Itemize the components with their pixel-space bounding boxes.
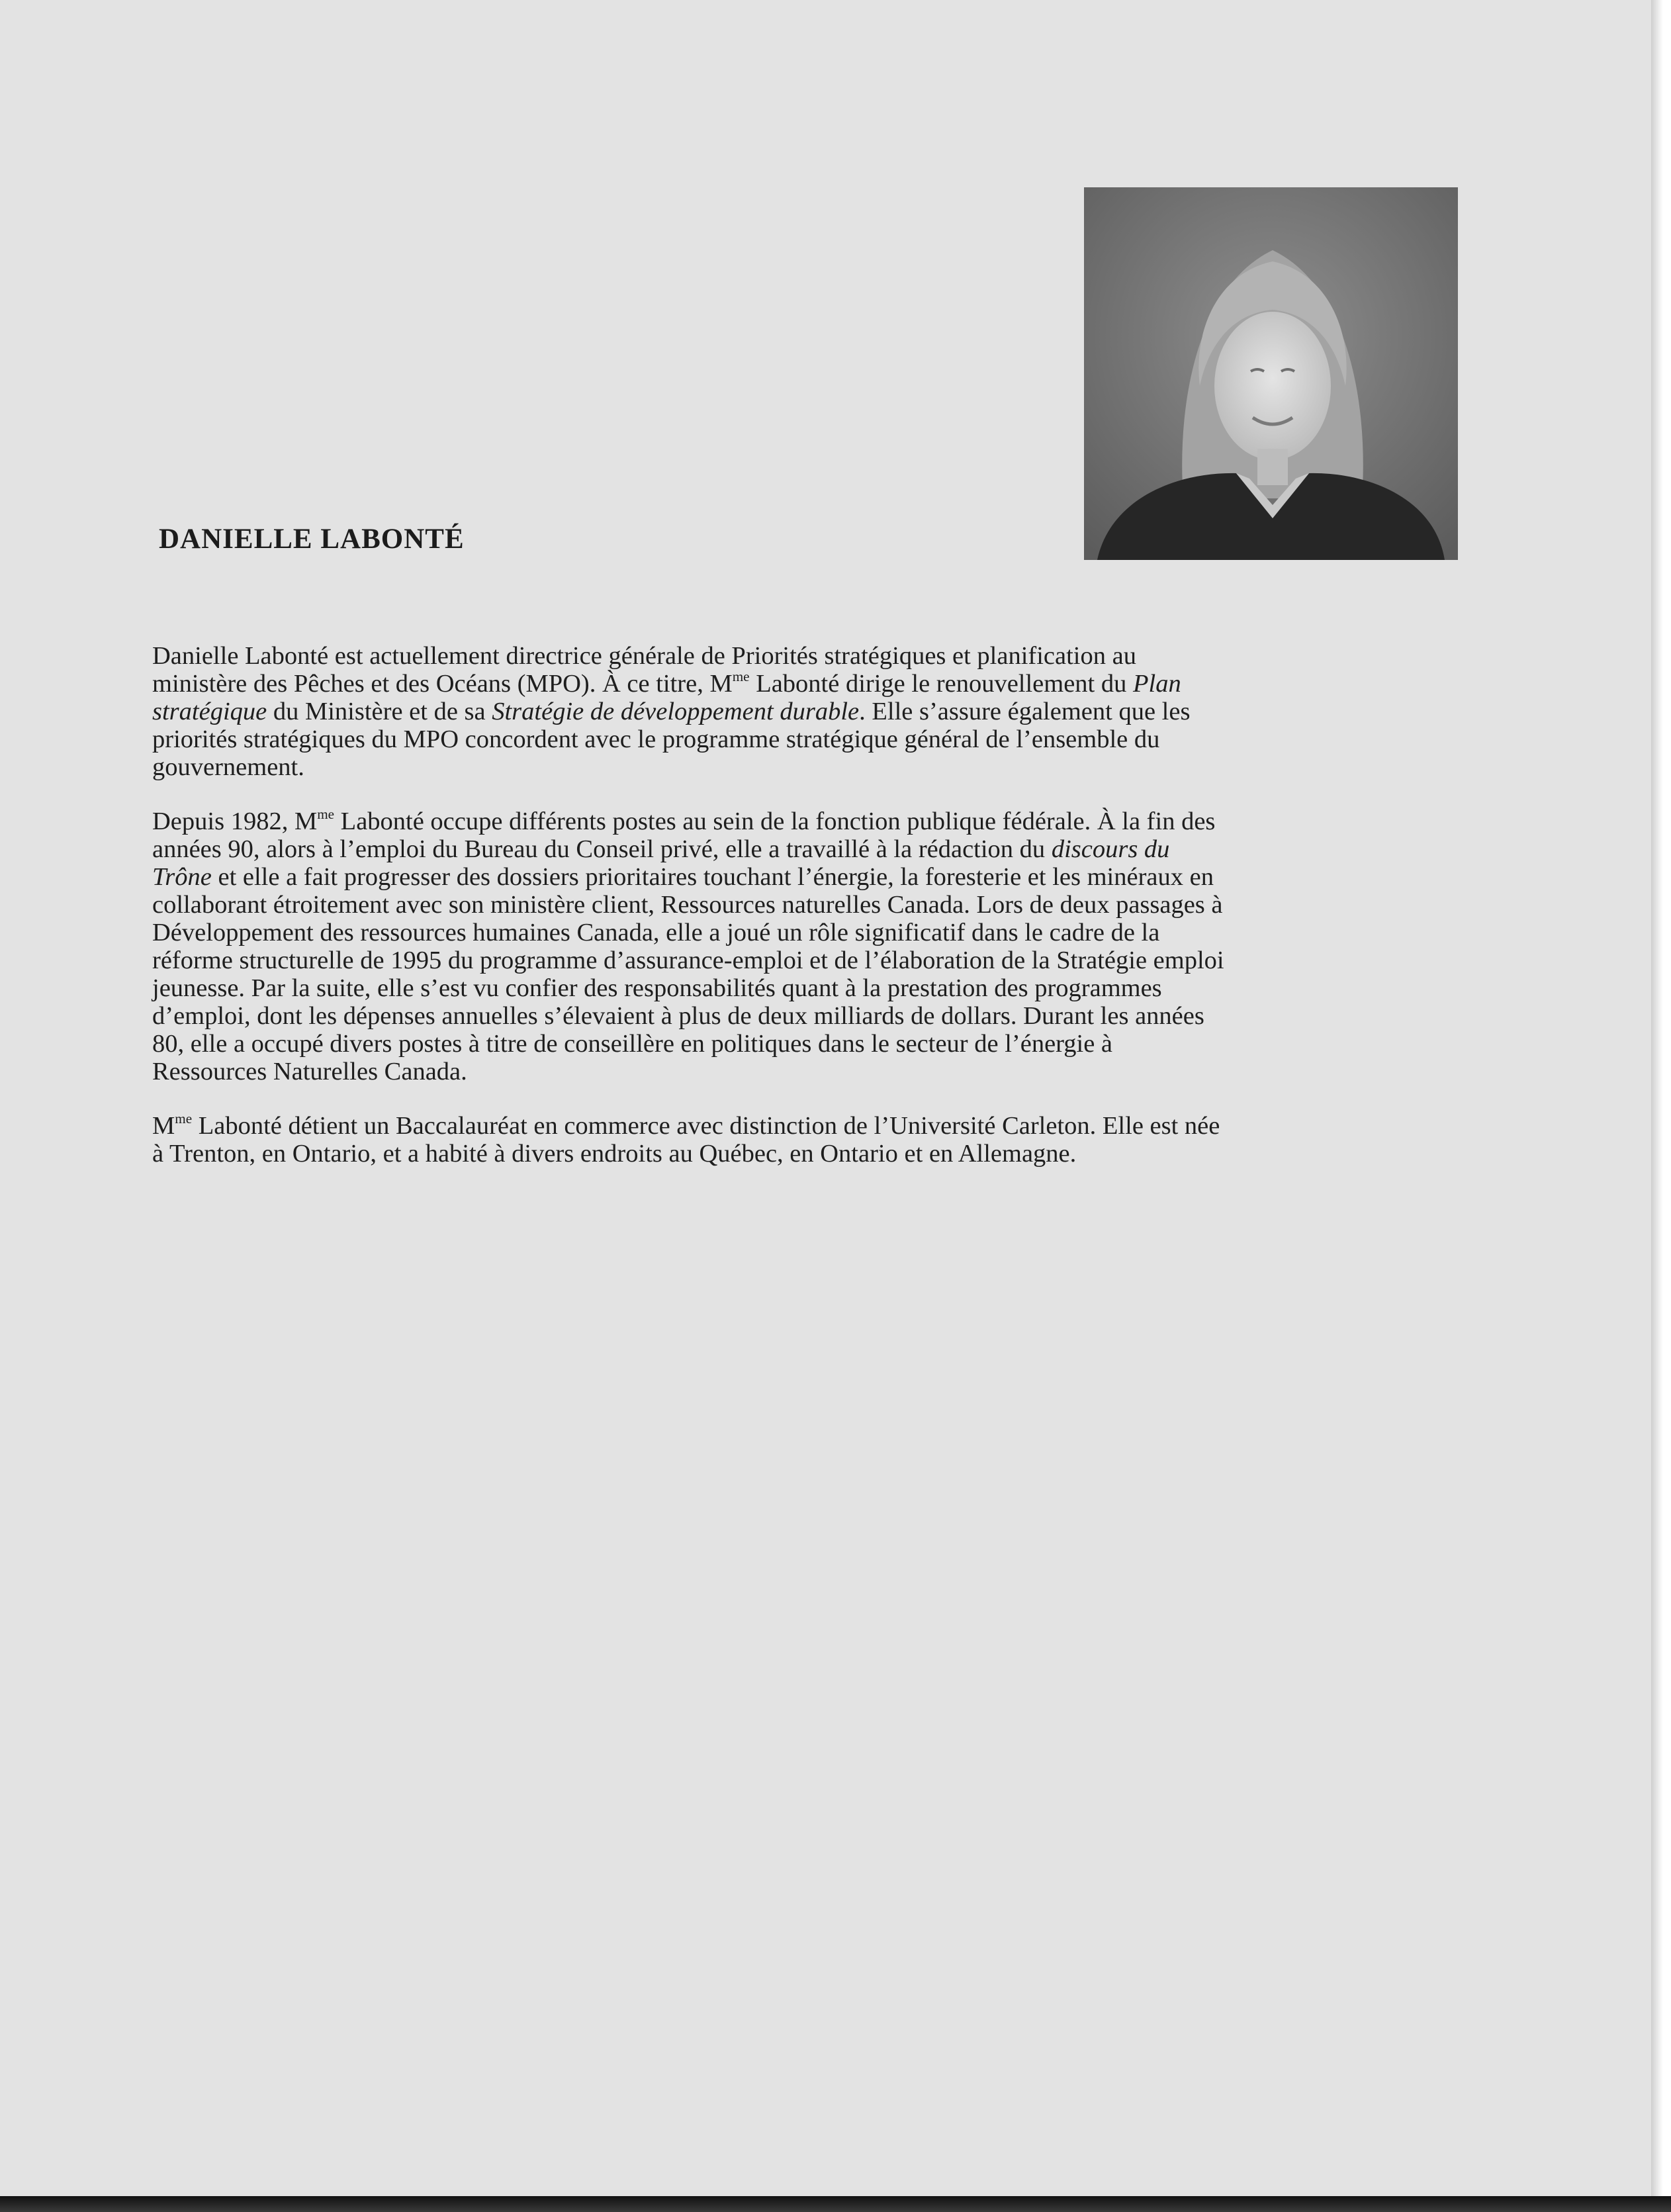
superscript-text: me: [732, 668, 750, 685]
text-line: [152, 807, 1476, 835]
biography-text: [152, 642, 1476, 1194]
text-segment: M: [152, 1112, 175, 1140]
text-line: [152, 835, 1476, 863]
text-segment: gouvernement.: [152, 753, 304, 781]
text-line: [152, 642, 1476, 670]
text-line: [152, 974, 1476, 1002]
portrait-photo: [1084, 187, 1458, 560]
italic-text: Trône: [152, 863, 212, 891]
text-segment: du Ministère et de sa: [267, 698, 492, 725]
bio-paragraph: [152, 642, 1476, 781]
text-segment: réforme structurelle de 1995 du programme d’assurance-emploi et de l’élaboration de la Stratégie emploi: [152, 946, 1224, 974]
text-segment: ministère des Pêches et des Océans (MPO). À ce titre, M: [152, 670, 733, 698]
text-line: [152, 863, 1476, 891]
text-line: [152, 1030, 1476, 1058]
bio-paragraph: [152, 807, 1476, 1085]
text-segment: priorités stratégiques du MPO concordent avec le programme stratégique général de l’ensemble du: [152, 725, 1160, 753]
text-line: [152, 698, 1476, 725]
text-segment: Labonté dirige le renouvellement du: [749, 670, 1133, 698]
text-line: [152, 1140, 1476, 1168]
person-name-heading: DANIELLE LABONTÉ: [159, 524, 465, 555]
text-segment: à Trenton, en Ontario, et a habité à divers endroits au Québec, en Ontario et en Allemagne.: [152, 1140, 1077, 1168]
text-segment: 80, elle a occupé divers postes à titre de conseillère en politiques dans le secteur de l’énergie à: [152, 1030, 1113, 1058]
italic-text: Plan: [1133, 670, 1181, 698]
italic-text: stratégique: [152, 698, 267, 725]
page-edge: [1651, 0, 1671, 2212]
text-segment: Développement des ressources humaines Canada, elle a joué un rôle significatif dans le cadre de la: [152, 919, 1160, 946]
text-segment: collaborant étroitement avec son ministère client, Ressources naturelles Canada. Lors de deux passages à: [152, 891, 1223, 919]
bio-paragraph: [152, 1112, 1476, 1168]
text-segment: Labonté détient un Baccalauréat en commerce avec distinction de l’Université Carleton. Elle est née: [192, 1112, 1220, 1140]
text-segment: Danielle Labonté est actuellement directrice générale de Priorités stratégiques et planification au: [152, 642, 1136, 670]
text-line: [152, 891, 1476, 919]
text-segment: et elle a fait progresser des dossiers prioritaires touchant l’énergie, la foresterie et les minéraux en: [211, 863, 1214, 891]
text-line: [152, 1112, 1476, 1140]
text-line: [152, 1058, 1476, 1085]
text-segment: années 90, alors à l’emploi du Bureau du Conseil privé, elle a travaillé à la rédaction du: [152, 835, 1052, 863]
text-line: [152, 946, 1476, 974]
text-line: [152, 753, 1476, 781]
text-segment: Depuis 1982, M: [152, 807, 318, 835]
text-segment: Ressources Naturelles Canada.: [152, 1058, 467, 1085]
text-segment: . Elle s’assure également que les: [859, 698, 1191, 725]
italic-text: discours du: [1051, 835, 1170, 863]
text-line: [152, 919, 1476, 946]
text-segment: Labonté occupe différents postes au sein de la fonction publique fédérale. À la fin des: [334, 807, 1216, 835]
scan-border: [0, 2196, 1671, 2212]
superscript-text: me: [175, 1111, 193, 1127]
text-line: [152, 670, 1476, 698]
italic-text: Stratégie de développement durable: [492, 698, 860, 725]
text-segment: jeunesse. Par la suite, elle s’est vu confier des responsabilités quant à la prestation des programmes: [152, 974, 1162, 1002]
text-line: [152, 1002, 1476, 1030]
text-segment: d’emploi, dont les dépenses annuelles s’élevaient à plus de deux milliards de dollars. Durant les années: [152, 1002, 1204, 1030]
superscript-text: me: [317, 806, 335, 823]
text-line: [152, 725, 1476, 753]
